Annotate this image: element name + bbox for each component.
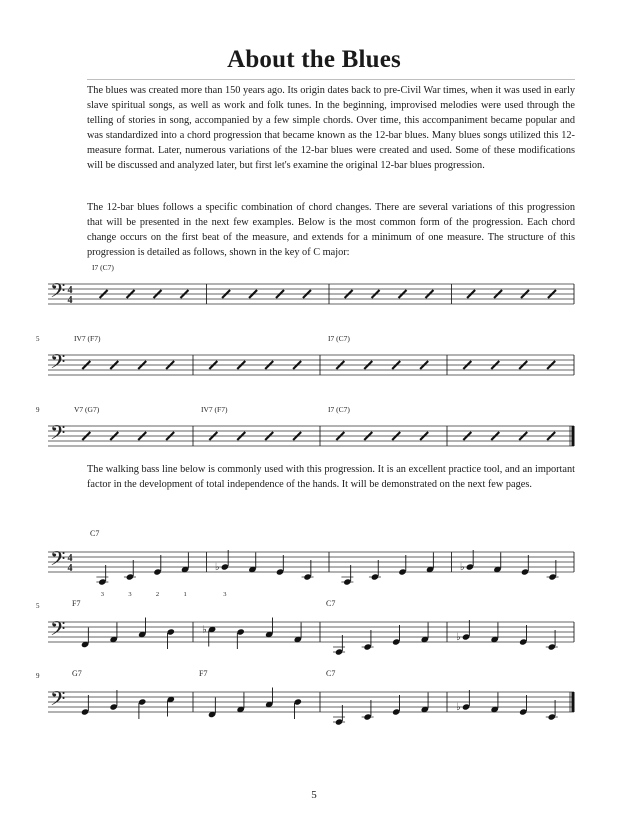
flat-accidental: ♭ xyxy=(459,562,465,573)
bass-clef-icon: 𝄢 xyxy=(50,281,66,307)
time-signature-top: 4 xyxy=(67,553,73,564)
flat-accidental: ♭ xyxy=(456,702,461,713)
intro-paragraph: The blues was created more than 150 years ago. Its origin dates back to pre-Civil War times, when it was used in early slave spiritual songs, as well as work and folk tunes. In the beginning, improvised melodies were used through the telling of stories in song, accompanied by a few simple chords. Over time, this accompaniment became popular and was standardized into a chord progression that became known as the 12-bar blues. Many blues songs utilized this 12-measure format. Later, numerous variations of the 12-bar blues were created and used. Some of these modifications will be discussed and analyzed later, but first let's examine the original 12-bar blues progression. xyxy=(87,85,575,172)
fingering-number: 1 xyxy=(183,591,187,598)
bass-clef-icon: 𝄢 xyxy=(50,619,66,645)
flat-accidental: ♭ xyxy=(202,624,207,636)
fingering-number: 2 xyxy=(155,591,160,598)
chord-symbol: F7 xyxy=(72,599,81,608)
bass-clef-icon: 𝄢 xyxy=(50,689,66,715)
chord-symbol: C7 xyxy=(90,529,100,538)
chord-symbol: IV7 (F7) xyxy=(74,334,101,343)
chord-symbol: C7 xyxy=(326,599,336,608)
chord-symbol: G7 xyxy=(72,669,82,678)
fingering-number: 3 xyxy=(223,591,227,598)
progression-paragraph: The 12-bar blues follows a specific combination of chord changes. There are several variations of this progression that will be presented in the next few examples. Below is the most common form of the progression. Each chord change occurs on the first beat of the measure, and extends for a minimum of one measure. The structure of this progression is detailed as follows, shown in the key of C major: xyxy=(87,202,575,259)
page-title: About the Blues xyxy=(227,46,401,73)
bass-clef-icon: 𝄢 xyxy=(50,423,66,449)
measure-number: 9 xyxy=(36,406,40,414)
chord-symbol: V7 (G7) xyxy=(74,405,100,414)
chord-symbol: I7 (C7) xyxy=(328,334,350,343)
measure-number: 9 xyxy=(36,672,40,680)
chord-symbol: I7 (C7) xyxy=(92,263,114,272)
time-signature-top: 4 xyxy=(67,285,73,296)
time-signature-bottom: 4 xyxy=(67,563,73,574)
chord-symbol: C7 xyxy=(326,669,336,678)
chord-symbol: IV7 (F7) xyxy=(201,405,228,414)
bass-clef-icon: 𝄢 xyxy=(50,549,66,575)
walking-bass-paragraph: The walking bass line below is commonly used with this progression. It is an excellent practice tool, and an important factor in the development of total independence of the hands. It will be demonstrated on the next few pages. xyxy=(87,464,575,491)
chord-symbol: F7 xyxy=(199,669,208,678)
fingering-number: 3 xyxy=(128,591,132,598)
time-signature-bottom: 4 xyxy=(67,295,73,306)
fingering-number: 3 xyxy=(100,591,104,598)
bass-clef-icon: 𝄢 xyxy=(50,352,66,378)
flat-accidental: ♭ xyxy=(214,562,220,573)
measure-number: 5 xyxy=(36,602,40,610)
flat-accidental: ♭ xyxy=(456,632,461,643)
chord-symbol: I7 (C7) xyxy=(328,405,350,414)
page-number: 5 xyxy=(311,789,317,801)
measure-number: 5 xyxy=(36,335,40,343)
